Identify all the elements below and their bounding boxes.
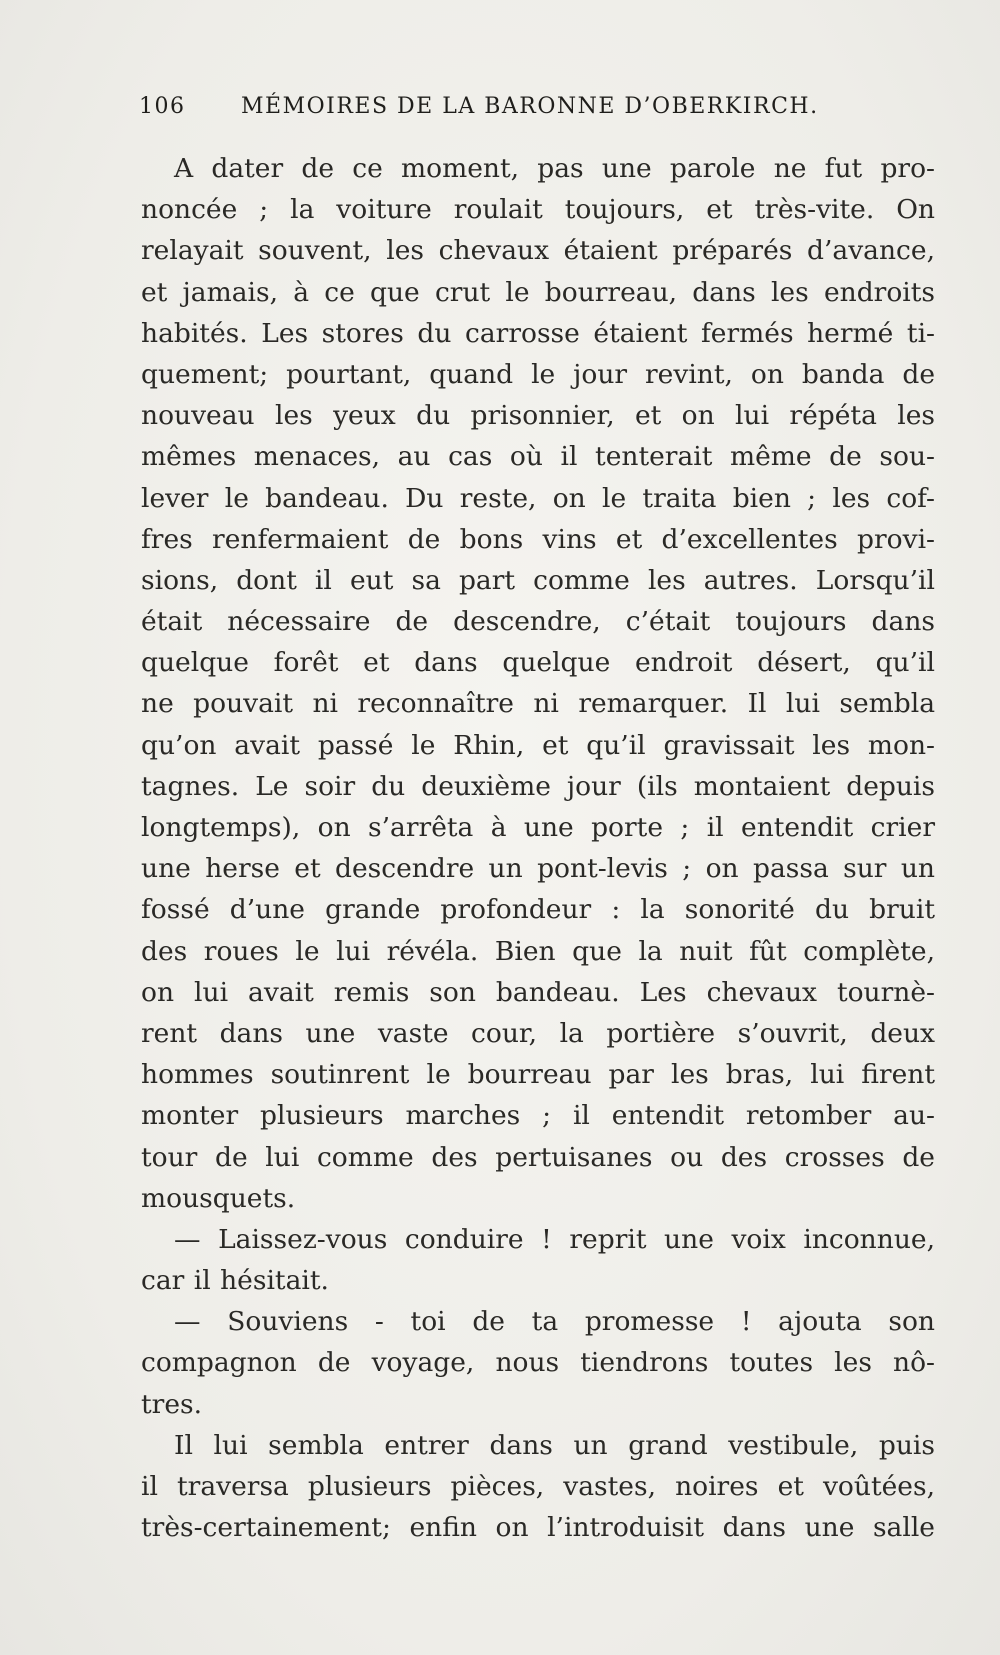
text-line: relayait souvent, les chevaux étaient préparés d’avance, (141, 235, 935, 267)
text-line: quelque forêt et dans quelque endroit désert, qu’il (141, 647, 935, 679)
text-line: il traversa plusieurs pièces, vastes, noires et voûtées, (141, 1471, 935, 1502)
text-line: A dater de ce moment, pas une parole ne fut pro- (174, 153, 935, 184)
text-line: mêmes menaces, au cas où il tenterait même de sou- (141, 441, 935, 473)
running-head (139, 94, 859, 126)
text-line: car il hésitait. (141, 1265, 329, 1297)
text-line: monter plusieurs marches ; il entendit retomber au- (141, 1100, 935, 1132)
text-line: qu’on avait passé le Rhin, et qu’il gravissait les mon- (141, 729, 935, 761)
page-number: 106 (139, 94, 186, 119)
text-line: tres. (141, 1388, 203, 1420)
text-line: longtemps), on s’arrêta à une porte ; il entendit crier (141, 812, 935, 843)
text-line: on lui avait remis son bandeau. Les chevaux tournè- (141, 976, 935, 1008)
text-line: sions, dont il eut sa part comme les autres. Lorsqu’il (141, 564, 935, 596)
text-line: fres renfermaient de bons vins et d’excellentes provi- (141, 523, 935, 555)
text-line: nouveau les yeux du prisonnier, et on lui répéta les (141, 400, 935, 432)
text-line: — Souviens - toi de ta promesse ! ajouta son (174, 1306, 935, 1338)
text-line: était nécessaire de descendre, c’était toujours dans (141, 606, 935, 638)
text-line: habités. Les stores du carrosse étaient fermés hermé ti- (141, 317, 935, 349)
text-line: mousquets. (141, 1182, 296, 1214)
text-line: hommes soutinrent le bourreau par les bras, lui firent (141, 1059, 935, 1091)
text-line: tour de lui comme des pertuisanes ou des crosses de (141, 1141, 935, 1173)
text-line: noncée ; la voiture roulait toujours, et très-vite. On (141, 194, 935, 226)
text-line: et jamais, à ce que crut le bourreau, dans les endroits (141, 276, 935, 308)
text-line: ne pouvait ni reconnaître ni remarquer. Il lui sembla (141, 688, 935, 720)
text-line: fossé d’une grande profondeur : la sonorité du bruit (141, 894, 935, 926)
text-line: une herse et descendre un pont-levis ; on passa sur un (141, 853, 935, 885)
text-line: — Laissez-vous conduire ! reprit une voix inconnue, (174, 1223, 935, 1255)
text-line: quement; pourtant, quand le jour revint, on banda de (141, 358, 935, 390)
text-line: des roues le lui révéla. Bien que la nuit fût complète, (141, 935, 935, 967)
text-line: Il lui sembla entrer dans un grand vestibule, puis (174, 1429, 935, 1461)
text-line: lever le bandeau. Du reste, on le traita bien ; les cof- (141, 482, 935, 514)
text-line: tagnes. Le soir du deuxième jour (ils montaient depuis (141, 770, 935, 802)
text-line: rent dans une vaste cour, la portière s’ouvrit, deux (141, 1017, 935, 1049)
body-text (141, 148, 935, 1548)
running-title: MÉMOIRES DE LA BARONNE D’OBERKIRCH. (241, 94, 819, 119)
text-line: très-certainement; enfin on l’introduisit dans une salle (141, 1512, 935, 1544)
text-line: compagnon de voyage, nous tiendrons toutes les nô- (141, 1347, 935, 1379)
